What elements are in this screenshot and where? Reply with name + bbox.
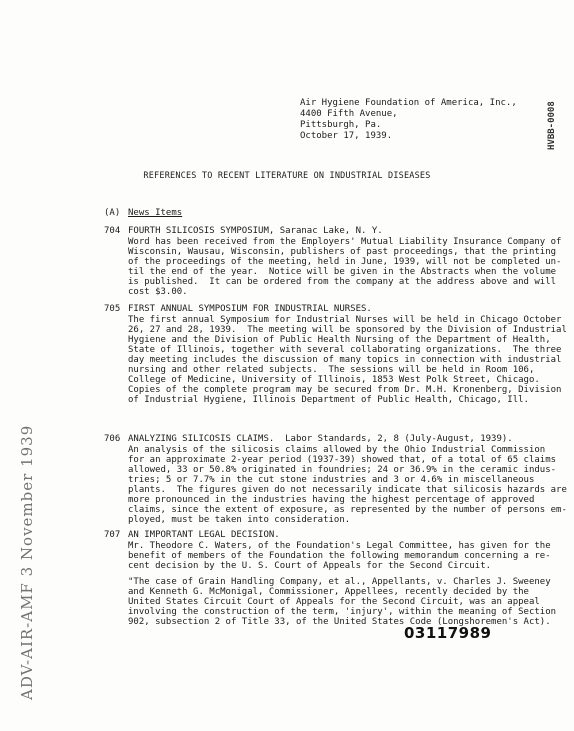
section-heading: News Items bbox=[128, 208, 183, 218]
item-body-line: 26, 27 and 28, 1939. The meeting will be sponsored by the Division of Industrial bbox=[128, 325, 567, 335]
item-body-line: ployed, must be taken into consideration. bbox=[128, 515, 351, 525]
item-heading: FIRST ANNUAL SYMPOSIUM FOR INDUSTRIAL NURSES. bbox=[128, 304, 372, 314]
item-body-line: cost $3.00. bbox=[128, 287, 188, 297]
item-body-line: tries; 5 or 7.7% in the cut stone industries and 3 or 4.6% in miscellaneous bbox=[128, 475, 535, 485]
item-body-line: Hygiene and the Division of Public Health Nursing of the Department of Health, bbox=[128, 335, 551, 345]
letterhead-street: 4400 Fifth Avenue, bbox=[300, 109, 398, 119]
item-heading: FOURTH SILICOSIS SYMPOSIUM, Saranac Lake, N. Y. bbox=[128, 226, 383, 236]
document-title: REFERENCES TO RECENT LITERATURE ON INDUSTRIAL DISEASES bbox=[143, 171, 431, 181]
section-label: (A) bbox=[104, 208, 121, 218]
item-body-line: An analysis of the silicosis claims allowed by the Ohio Industrial Commission bbox=[128, 445, 546, 455]
item-body-line: of Industrial Hygiene, Illinois Department of Public Health, Chicago, Ill. bbox=[128, 395, 529, 405]
item-body-line: State of Illinois, together with several collaborating organizations. The three bbox=[128, 345, 562, 355]
item-body-line: more pronounced in the industries having the highest percentage of approved bbox=[128, 495, 535, 505]
left-margin-stamp: ADV-AIR-AMF 3 November 1939 bbox=[18, 424, 36, 700]
item-heading: ANALYZING SILICOSIS CLAIMS. Labor Standards, 2, 8 (July-August, 1939). bbox=[128, 434, 513, 444]
letterhead-city: Pittsburgh, Pa. bbox=[300, 120, 382, 130]
item-body-line: benefit of members of the Foundation the following memorandum concerning a re- bbox=[128, 551, 551, 561]
item-number: 707 bbox=[104, 530, 121, 540]
item-body-line: day meeting includes the discussion of many topics in connection with industrial bbox=[128, 355, 562, 365]
item-body-line: cent decision by the U. S. Court of Appeals for the Second Circuit. bbox=[128, 561, 492, 571]
letterhead-date: October 17, 1939. bbox=[300, 131, 393, 141]
item-body-line: of the proceedings of the meeting, held in June, 1939, will not be completed un- bbox=[128, 257, 562, 267]
item-body-line: College of Medicine, University of Illinois, 1853 West Polk Street, Chicago. bbox=[128, 375, 540, 385]
item-number: 704 bbox=[104, 226, 121, 236]
quote-line: involving the construction of the term, 'injury', within the meaning of Section bbox=[128, 607, 557, 617]
quote-line: 902, subsection 2 of Title 33, of the United States Code (Longshoremen's Act). bbox=[128, 617, 551, 627]
item-body-line: for an approximate 2-year period (1937-39) showed that, of a total of 65 claims bbox=[128, 455, 557, 465]
item-body-line: til the end of the year. Notice will be given in the Abstracts when the volume bbox=[128, 267, 557, 277]
item-body-line: allowed, 33 or 50.8% originated in foundries; 24 or 36.9% in the ceramic indus- bbox=[128, 465, 557, 475]
quote-line: "The case of Grain Handling Company, et al., Appellants, v. Charles J. Sweeney bbox=[128, 577, 551, 587]
item-number: 705 bbox=[104, 304, 121, 314]
item-heading: AN IMPORTANT LEGAL DECISION. bbox=[128, 530, 280, 540]
item-body-line: Copies of the complete program may be secured from Dr. M.H. Kronenberg, Division bbox=[128, 385, 562, 395]
item-body-line: Wisconsin, Wausau, Wisconsin, publishers of past proceedings, that the printing bbox=[128, 247, 557, 257]
letterhead-org: Air Hygiene Foundation of America, Inc., bbox=[300, 98, 517, 108]
item-body-line: is published. It can be ordered from the company at the address above and will bbox=[128, 277, 557, 287]
document-number: 03117989 bbox=[404, 624, 492, 642]
item-body-line: Word has been received from the Employers' Mutual Liability Insurance Company of bbox=[128, 237, 562, 247]
item-body-line: The first annual Symposium for Industrial Nurses will be held in Chicago October bbox=[128, 315, 562, 325]
item-body-line: Mr. Theodore C. Waters, of the Foundation's Legal Committee, has given for the bbox=[128, 541, 551, 551]
right-margin-stamp: HVBB-0008 bbox=[547, 101, 557, 150]
quote-line: and Kenneth G. McMonigal, Commissioner, Appellees, recently decided by the bbox=[128, 587, 529, 597]
quote-line: United States Circuit Court of Appeals for the Second Circuit, was an appeal bbox=[128, 597, 540, 607]
item-body-line: plants. The figures given do not necessarily indicate that silicosis hazards are bbox=[128, 485, 567, 495]
letterhead bbox=[300, 98, 517, 142]
item-body-line: claims, since the extent of exposure, as represented by the number of persons em- bbox=[128, 505, 567, 515]
item-body-line: nursing and other related subjects. The sessions will be held in Room 106, bbox=[128, 365, 535, 375]
item-number: 706 bbox=[104, 434, 121, 444]
